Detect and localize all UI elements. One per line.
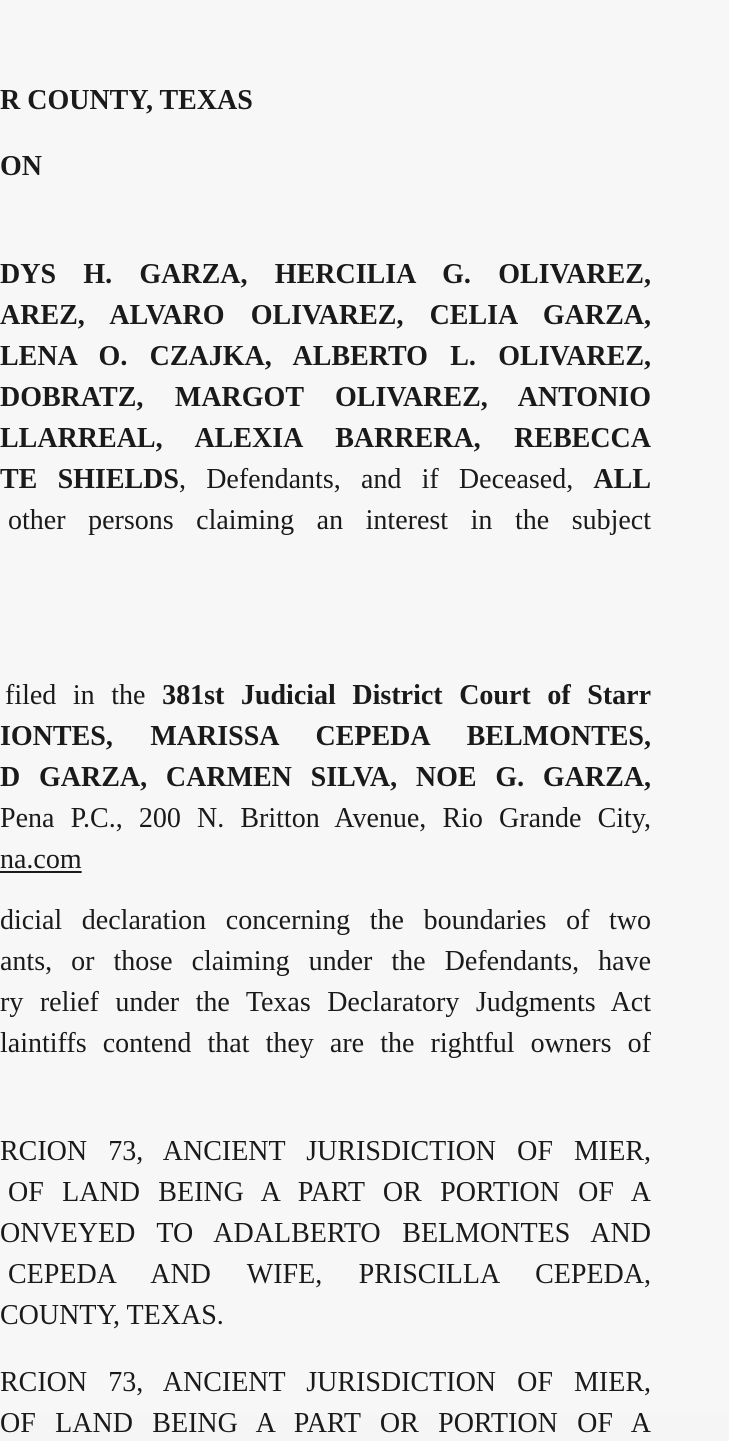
declaration-line-2: ants, or those claiming under the Defendants, have <box>0 946 651 977</box>
court-name: 381st Judicial District Court of Starr <box>162 680 652 711</box>
county-heading: R COUNTY, TEXAS <box>0 85 253 116</box>
filing-line-3: D GARZA, CARMEN SILVA, NOE G. GARZA, <box>0 762 651 793</box>
all-text: ALL <box>593 464 651 495</box>
parties-line-5: LLARREAL, ALEXIA BARRERA, REBECCA <box>0 423 651 454</box>
parties-line-6 <box>0 463 651 497</box>
parties-line-2: AREZ, ALVARO OLIVAREZ, CELIA GARZA, <box>0 300 651 331</box>
filing-line-2: IONTES, MARISSA CEPEDA BELMONTES, <box>0 721 651 752</box>
tract1-line-2: OF LAND BEING A PART OR PORTION OF A <box>8 1177 651 1208</box>
declaration-line-1: dicial declaration concerning the boundaries of two <box>0 905 651 936</box>
parties-line-7: other persons claiming an interest in the subject <box>8 505 651 536</box>
declaration-line-4: laintiffs contend that they are the rightful owners of <box>0 1028 651 1059</box>
filing-line-1 <box>5 679 651 713</box>
tract2-line-2: OF LAND BEING A PART OR PORTION OF A <box>0 1408 651 1439</box>
parties-line-4: DOBRATZ, MARGOT OLIVAREZ, ANTONIO <box>0 382 651 413</box>
tract1-line-1: RCION 73, ANCIENT JURISDICTION OF MIER, <box>0 1136 651 1167</box>
attorney-email-link[interactable]: na.com <box>0 844 82 875</box>
parties-line-3: LENA O. CZAJKA, ALBERTO L. OLIVAREZ, <box>0 341 651 372</box>
filing-line-4: Pena P.C., 200 N. Britton Avenue, Rio Grande City, <box>0 803 651 834</box>
filed-text: filed in the <box>5 680 163 711</box>
defendants-text: , Defendants, and if Deceased, <box>178 464 594 495</box>
defendant-name: TE SHIELDS <box>0 464 179 495</box>
tract1-line-3: ONVEYED TO ADALBERTO BELMONTES AND <box>0 1218 651 1249</box>
declaration-line-3: ry relief under the Texas Declaratory Judgments Act <box>0 987 651 1018</box>
parties-line-1: DYS H. GARZA, HERCILIA G. OLIVAREZ, <box>0 259 651 290</box>
tract2-line-1: RCION 73, ANCIENT JURISDICTION OF MIER, <box>0 1367 651 1398</box>
division-heading: ON <box>0 151 42 182</box>
tract1-line-4: CEPEDA AND WIFE, PRISCILLA CEPEDA, <box>8 1259 651 1290</box>
tract1-line-5: COUNTY, TEXAS. <box>0 1300 224 1331</box>
